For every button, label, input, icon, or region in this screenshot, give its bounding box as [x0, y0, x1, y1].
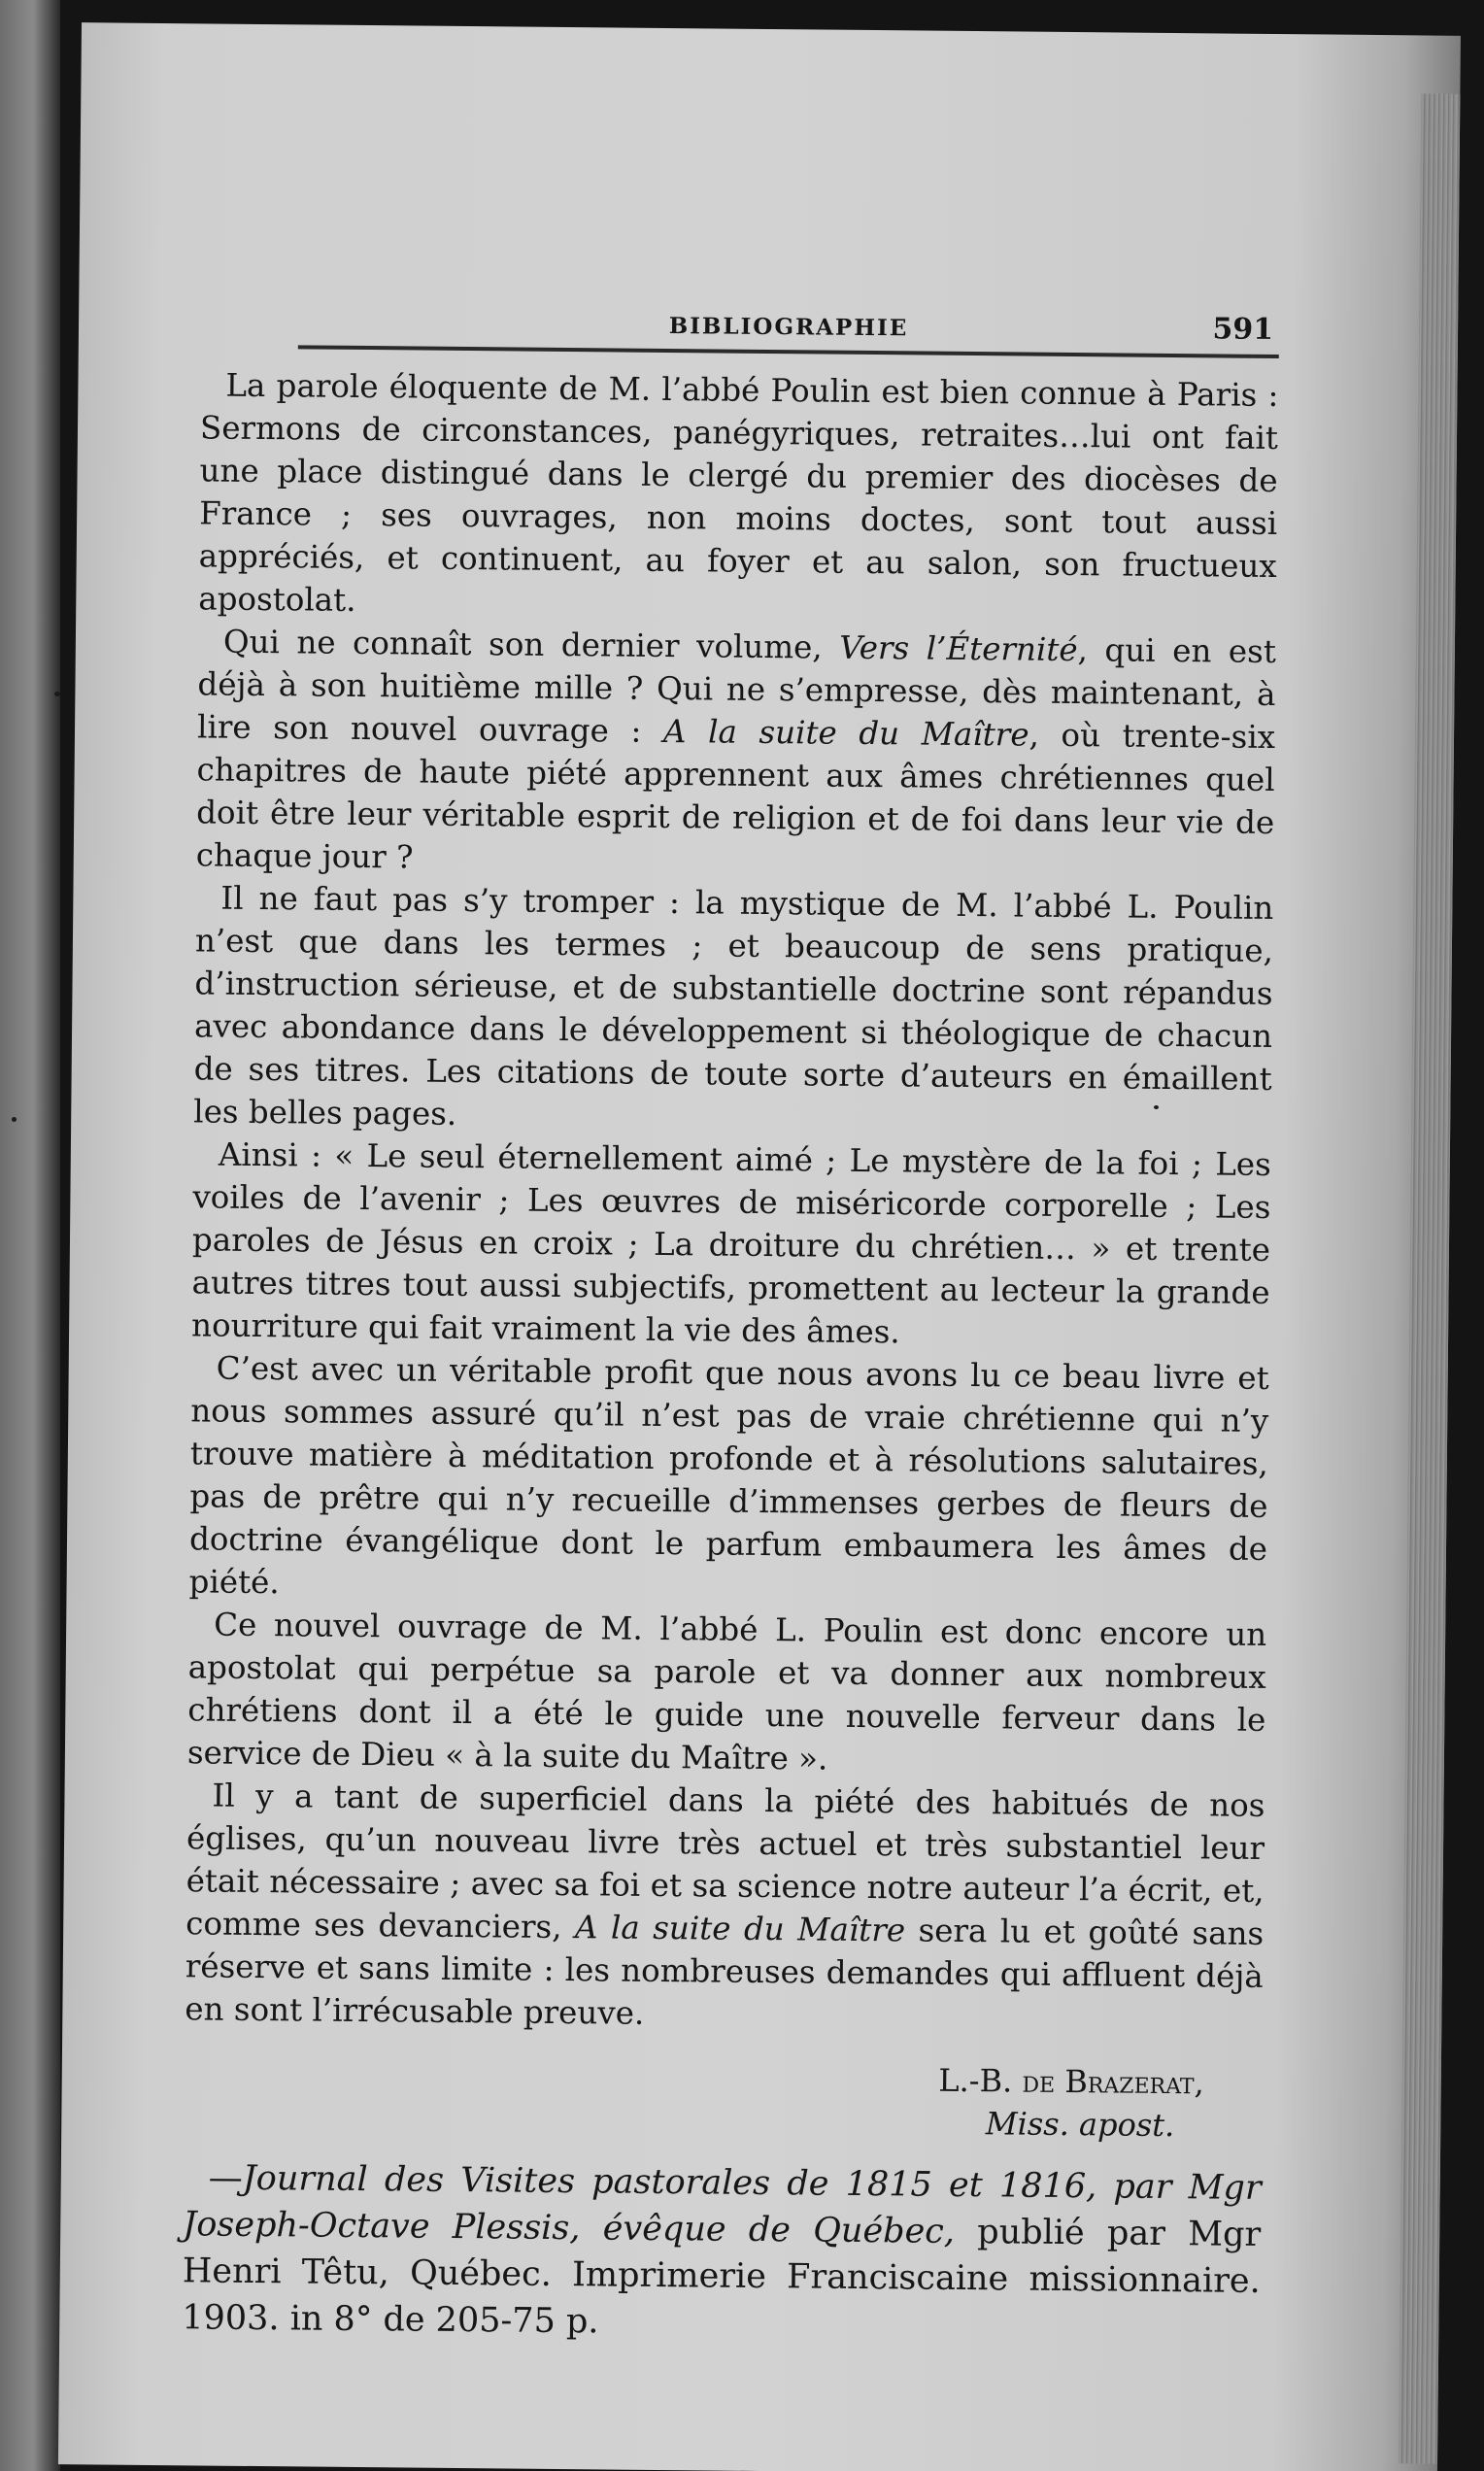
paragraph-text: Qui ne connaît son dernier volume,: [222, 623, 840, 666]
scan-speck: [12, 1117, 17, 1122]
book-title-italic: Vers l’Éternité: [839, 628, 1078, 669]
paragraph: [196, 620, 1276, 887]
paragraph: [185, 1774, 1265, 2041]
entry-publication-details: publié par Mgr Henri Têtu, Québec. Imprimerie Franciscaine missionnaire. 1903. in 8° de 205-75 p.: [182, 2212, 1262, 2342]
paragraph-text: La parole éloquente de M. l’abbé Poulin est bien connue à Paris : Sermons de circonstances, panégyriques, retraites…lui ont fait une place distingué dans le clergé du premier des diocèses de France ; ses ouvrages, non moins doctes, sont tout aussi appréciés, et continuent, au foyer et au salon, son fructueux apostolat.: [198, 366, 1279, 619]
next-bibliography-entry: [182, 2154, 1262, 2352]
signature-name: L.-B. de Brazerat,: [938, 2061, 1204, 2102]
scan-speck: [54, 692, 60, 696]
review-body: [185, 363, 1278, 2041]
scan-speck: [1154, 1105, 1159, 1109]
facing-page-edge: [0, 0, 60, 2471]
entry-dash: —: [208, 2158, 243, 2198]
paragraph-text: Il y a tant de superficiel dans la piété des habitués de nos églises, qu’un nouveau livre très actuel et très substantiel leur était nécessaire ; avec sa foi et sa science notre auteur l’a écrit, et, comme ses devanciers,: [186, 1777, 1265, 1946]
book-title-italic: A la suite du Maître: [662, 712, 1029, 754]
paragraph-text: Ainsi : « Le seul éternellement aimé ; Le mystère de la foi ; Les voiles de l’avenir ; Les œuvres de miséricorde corporelle ; Les paroles de Jésus en croix ; La droiture du chrétien… » et trente autres titres tout aussi subjectifs, promettent au lecteur la grande nourriture qui fait vraiment la vie des âmes.: [190, 1135, 1271, 1351]
paragraph-text: Il ne faut pas s’y tromper : la mystique de M. l’abbé L. Poulin n’est que dans les termes ; et beaucoup de sens pratique, d’instruction sérieuse, et de substantielle doctrine sont répandus avec abondance dans le développement si théologique de chacun de ses titres. Les citations de toute sorte d’auteurs en émaillent les belles pages.: [193, 879, 1274, 1133]
paragraph: [198, 363, 1278, 630]
page-content: [182, 286, 1280, 2386]
paragraph-text: C’est avec un véritable profit que nous avons lu ce beau livre et nous sommes assuré qu’il n’est pas de vraie chrétienne qui n’y trouve matière à méditation profonde et à résolutions salutaires, pas de prêtre qui n’y recueille d’immenses gerbes de fleurs de doctrine évangélique dont le parfum embaumera les âmes de piété.: [188, 1349, 1269, 1602]
running-head: BIBLIOGRAPHIE: [668, 313, 909, 342]
paragraph: [187, 1603, 1267, 1784]
paragraph: [188, 1346, 1268, 1613]
book-page: [58, 22, 1461, 2471]
paragraph-text: , où trente-six chapitres de haute piété apprennent aux âmes chrétiennes quel doit être leur véritable esprit de religion et de foi dans leur vie de chaque jour ?: [195, 716, 1276, 876]
book-title-italic: A la suite du Maître: [574, 1909, 906, 1949]
paragraph-text: Ce nouvel ouvrage de M. l’abbé L. Poulin est donc encore un apostolat qui perpétue sa parole et va donner aux nombreux chrétiens dont il a été le guide une nouvelle ferveur dans le service de Dieu « à la suite du Maître ».: [186, 1606, 1267, 1777]
paragraph-text: sera lu et goûté sans réserve et sans limite : les nombreuses demandes qui affluent déjà en sont l’irrécusable preuve.: [185, 1912, 1265, 2032]
entry-title: Journal des Visites pastorales de 1815 et 1816, par Mgr Joseph-Octave Plessis, évêque de Québec,: [183, 2158, 1262, 2251]
page-stack-edges: [1399, 93, 1460, 2463]
paragraph-text: , qui en est déjà à son huitième mille ? Qui ne s’empresse, dès maintenant, à lire son nouvel ouvrage :: [196, 631, 1277, 750]
paragraph: [191, 1133, 1271, 1357]
review-signature: [184, 2051, 1263, 2148]
signature-role: Miss. apost.: [985, 2105, 1175, 2145]
page-header: [298, 287, 1280, 358]
paragraph: [193, 876, 1273, 1143]
page-number: 591: [1212, 312, 1274, 347]
